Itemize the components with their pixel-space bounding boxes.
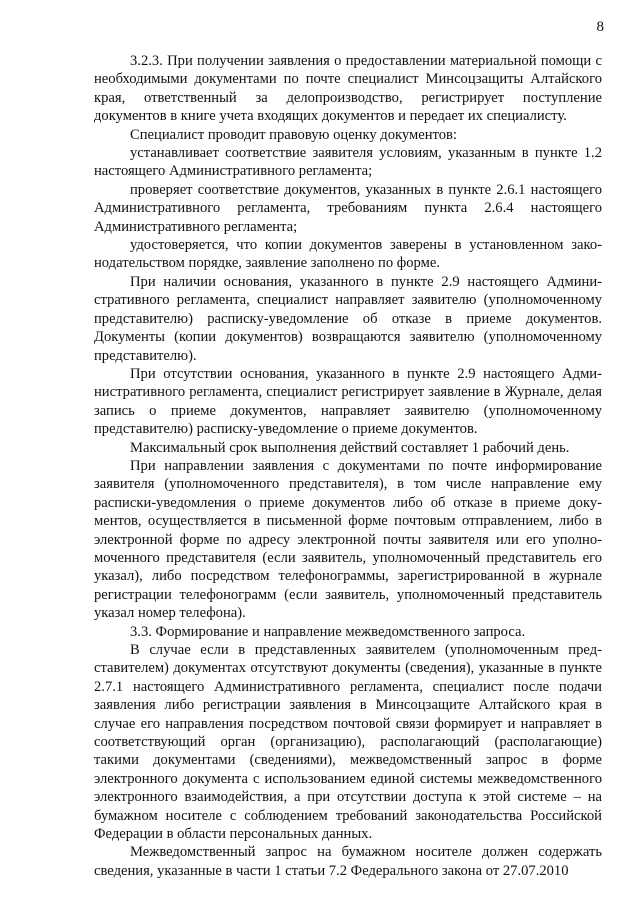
paragraph-legal-assessment: Специалист проводит правовую оценку документов: — [130, 126, 457, 143]
paragraph-registration: При отсутствии основания, указанного в пункте 2.9 настоящего Административного регламента, специалист регистрирует заявление в Журнале, делая запись о приеме документов, направляет заявителю (уполномоченному представителю) расписку-уведомление о приеме документов. — [94, 365, 602, 438]
paragraph-refusal: При наличии основания, указанного в пункте 2.9 настоящего Административного регламента, специалист направляет заявителю (уполномоченному представителю) расписку-уведомление об отказе в приеме документов. Документы (копии документов) возвращаются заявителю (уполномоченному представителю). — [94, 273, 602, 364]
page-number: 8 — [596, 19, 604, 35]
paragraph-check-documents: проверяет соответствие документов, указанных в пункте 2.6.1 настоящего Административного регламента, требованиям пункта 2.6.4 настоящего Административного регламента; — [94, 181, 602, 235]
paragraph-mail-notification: При направлении заявления с документами по почте информирование заявителя (уполномоченного представителя), в том числе направление ему расписки-уведомления о приеме документов либо об отказе в приеме документов, осуществляется в письменной форме почтовым отправлением, либо в электронной форме по адресу электронной почты заявителя или его уполномоченного представителя (если заявитель, уполномоченный представитель его указал), либо посредством телефонограммы, зарегистрированной в журнале регистрации телефонограмм (если заявитель, уполномоченный представитель указал номер телефона). — [94, 457, 602, 622]
paragraph-verify-copies: удостоверяется, что копии документов заверены в установленном законодательством порядке, заявление заполнено по форме. — [94, 237, 602, 272]
paragraph-max-term: Максимальный срок выполнения действий составляет 1 рабочий день. — [130, 439, 570, 456]
document-body — [94, 52, 602, 880]
paragraph-3-2-3: 3.2.3. При получении заявления о предоставлении материальной помощи с необходимыми документами по почте специалист Минсоцзащиты Алтайского края, ответственный за делопроизводство, регистрирует поступление документов в книге учета входящих документов и передает их специалисту. — [94, 53, 602, 125]
paragraph-interagency-request: В случае если в представленных заявителем (уполномоченным представителем) документах отсутствуют документы (сведения), указанные в пункте 2.7.1 настоящего Административного регламента, специалист после подачи заявления либо регистрации заявления в Минсоцзащите Алтайского края в случае его направления посредством почтовой связи формирует и направляет в соответствующий орган (организацию), располагающий (располагающие) такими документами (сведениями), межведомственный запрос в форме электронного документа с использованием единой системы межведомственного электронного взаимодействия, а при отсутствии доступа к этой системе – на бумажном носителе с соблюдением требований законодательства Российской Федерации в области персональных данных. — [94, 642, 602, 843]
paragraph-check-conditions: устанавливает соответствие заявителя условиям, указанным в пункте 1.2 настоящего Административного регламента; — [94, 145, 602, 180]
paragraph-3-3-heading: 3.3. Формирование и направление межведомственного запроса. — [130, 623, 526, 640]
paragraph-paper-request: Межведомственный запрос на бумажном носителе должен содержать сведения, указанные в части 1 статьи 7.2 Федерального закона от 27.07.2010 — [94, 844, 602, 879]
